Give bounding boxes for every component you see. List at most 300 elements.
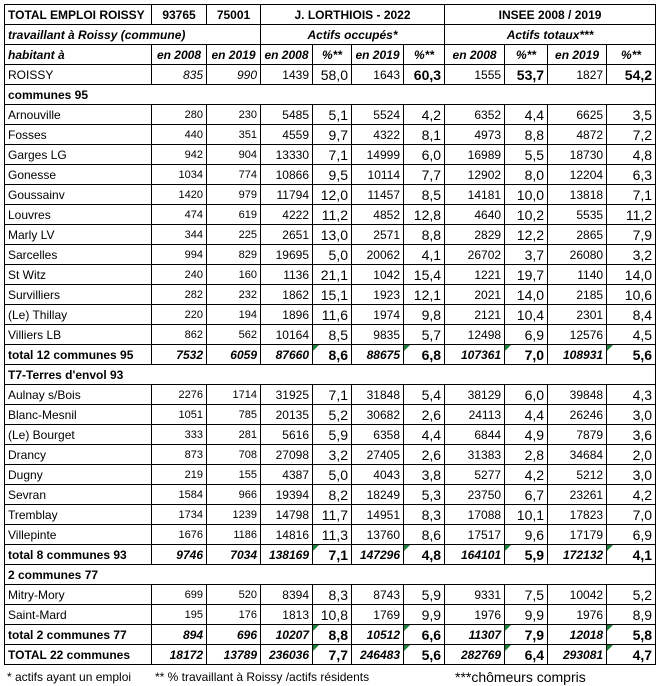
value-cell[interactable]: 1140 [548, 265, 607, 285]
percent-cell[interactable]: 11,7 [313, 505, 352, 525]
percent-cell[interactable]: 4,2 [607, 485, 656, 505]
subheader-label[interactable]: travaillant à Roissy (commune) [5, 25, 261, 45]
row-label[interactable]: Mitry-Mory [5, 585, 152, 605]
percent-cell[interactable]: 8,9 [607, 605, 656, 625]
value-cell[interactable]: 990 [207, 65, 261, 85]
value-cell[interactable]: 333 [152, 425, 207, 445]
value-cell[interactable]: 2301 [548, 305, 607, 325]
value-cell[interactable]: 1813 [261, 605, 313, 625]
value-cell[interactable]: 16989 [445, 145, 505, 165]
percent-cell[interactable]: 12,1 [404, 285, 445, 305]
percent-cell[interactable]: 14,0 [607, 265, 656, 285]
value-cell[interactable]: 1034 [152, 165, 207, 185]
percent-cell[interactable]: 7,2 [607, 125, 656, 145]
value-cell[interactable]: 12902 [445, 165, 505, 185]
percent-cell[interactable]: 6,7 [505, 485, 548, 505]
value-cell[interactable]: 19394 [261, 485, 313, 505]
value-cell[interactable]: 10114 [352, 165, 404, 185]
value-cell[interactable]: 160 [207, 265, 261, 285]
value-cell[interactable]: 147296 [352, 545, 404, 565]
value-cell[interactable]: 282769 [445, 645, 505, 665]
percent-cell[interactable]: 8,8 [313, 625, 352, 645]
value-cell[interactable]: 6059 [207, 345, 261, 365]
source-lorthiois[interactable]: J. LORTHIOIS - 2022 [261, 5, 445, 25]
value-cell[interactable]: 994 [152, 245, 207, 265]
value-cell[interactable]: 7879 [548, 425, 607, 445]
percent-cell[interactable]: 12,0 [313, 185, 352, 205]
percent-cell[interactable]: 4,1 [607, 545, 656, 565]
value-cell[interactable]: 108931 [548, 345, 607, 365]
percent-cell[interactable]: 6,0 [404, 145, 445, 165]
percent-cell[interactable]: 7,9 [607, 225, 656, 245]
value-cell[interactable]: 12204 [548, 165, 607, 185]
value-cell[interactable]: 6358 [352, 425, 404, 445]
value-cell[interactable]: 5535 [548, 205, 607, 225]
value-cell[interactable]: 236036 [261, 645, 313, 665]
value-cell[interactable]: 1584 [152, 485, 207, 505]
value-cell[interactable]: 6352 [445, 105, 505, 125]
value-cell[interactable]: 11794 [261, 185, 313, 205]
value-cell[interactable]: 1862 [261, 285, 313, 305]
value-cell[interactable]: 20062 [352, 245, 404, 265]
percent-cell[interactable]: 12,2 [505, 225, 548, 245]
percent-cell[interactable]: 4,9 [505, 425, 548, 445]
row-label[interactable]: ROISSY [5, 65, 152, 85]
value-cell[interactable]: 1923 [352, 285, 404, 305]
percent-cell[interactable]: 5,0 [313, 465, 352, 485]
percent-cell[interactable]: 15,1 [313, 285, 352, 305]
value-cell[interactable]: 9746 [152, 545, 207, 565]
value-cell[interactable]: 904 [207, 145, 261, 165]
percent-cell[interactable]: 3,6 [607, 425, 656, 445]
value-cell[interactable]: 87660 [261, 345, 313, 365]
percent-cell[interactable]: 9,5 [313, 165, 352, 185]
value-cell[interactable]: 1976 [548, 605, 607, 625]
value-cell[interactable]: 4043 [352, 465, 404, 485]
percent-cell[interactable]: 12,8 [404, 205, 445, 225]
percent-cell[interactable]: 13,0 [313, 225, 352, 245]
percent-cell[interactable]: 4,7 [607, 645, 656, 665]
value-cell[interactable]: 293081 [548, 645, 607, 665]
value-cell[interactable]: 966 [207, 485, 261, 505]
percent-cell[interactable]: 8,3 [404, 505, 445, 525]
value-cell[interactable]: 23750 [445, 485, 505, 505]
percent-cell[interactable]: 11,2 [313, 205, 352, 225]
row-label[interactable]: Villiers LB [5, 325, 152, 345]
value-cell[interactable]: 14816 [261, 525, 313, 545]
value-cell[interactable]: 225 [207, 225, 261, 245]
row-label[interactable]: Tremblay [5, 505, 152, 525]
value-cell[interactable]: 18249 [352, 485, 404, 505]
value-cell[interactable]: 38129 [445, 385, 505, 405]
value-cell[interactable]: 1734 [152, 505, 207, 525]
value-cell[interactable]: 2829 [445, 225, 505, 245]
percent-cell[interactable]: 5,6 [404, 645, 445, 665]
value-cell[interactable]: 2865 [548, 225, 607, 245]
row-label[interactable]: Aulnay s/Bois [5, 385, 152, 405]
row-label[interactable]: Gonesse [5, 165, 152, 185]
row-label[interactable]: total 8 communes 93 [5, 545, 152, 565]
percent-cell[interactable]: 7,7 [313, 645, 352, 665]
percent-cell[interactable]: 60,3 [404, 65, 445, 85]
value-cell[interactable]: 9331 [445, 585, 505, 605]
header-total-2019[interactable]: 75001 [207, 5, 261, 25]
value-cell[interactable]: 6844 [445, 425, 505, 445]
percent-cell[interactable]: 3,5 [607, 105, 656, 125]
value-cell[interactable]: 4559 [261, 125, 313, 145]
value-cell[interactable]: 280 [152, 105, 207, 125]
percent-cell[interactable]: 10,1 [505, 505, 548, 525]
value-cell[interactable]: 2185 [548, 285, 607, 305]
value-cell[interactable]: 1186 [207, 525, 261, 545]
value-cell[interactable]: 26246 [548, 405, 607, 425]
percent-cell[interactable]: 5,9 [404, 585, 445, 605]
row-label[interactable]: Sarcelles [5, 245, 152, 265]
percent-cell[interactable]: 7,0 [505, 345, 548, 365]
value-cell[interactable]: 4852 [352, 205, 404, 225]
value-cell[interactable]: 2651 [261, 225, 313, 245]
percent-cell[interactable]: 4,4 [505, 105, 548, 125]
percent-cell[interactable]: 5,6 [607, 345, 656, 365]
percent-cell[interactable]: 4,3 [607, 385, 656, 405]
value-cell[interactable]: 282 [152, 285, 207, 305]
percent-cell[interactable]: 8,8 [505, 125, 548, 145]
value-cell[interactable]: 440 [152, 125, 207, 145]
value-cell[interactable]: 27405 [352, 445, 404, 465]
value-cell[interactable]: 8743 [352, 585, 404, 605]
source-insee[interactable]: INSEE 2008 / 2019 [445, 5, 656, 25]
percent-cell[interactable]: 7,5 [505, 585, 548, 605]
percent-cell[interactable]: 4,2 [505, 465, 548, 485]
value-cell[interactable]: 10207 [261, 625, 313, 645]
value-cell[interactable]: 107361 [445, 345, 505, 365]
value-cell[interactable]: 10164 [261, 325, 313, 345]
value-cell[interactable]: 195 [152, 605, 207, 625]
section-label[interactable]: T7-Terres d'envol 93 [5, 365, 656, 385]
percent-cell[interactable]: 6,9 [607, 525, 656, 545]
percent-cell[interactable]: 5,2 [607, 585, 656, 605]
value-cell[interactable]: 862 [152, 325, 207, 345]
value-cell[interactable]: 219 [152, 465, 207, 485]
percent-cell[interactable]: 5,9 [505, 545, 548, 565]
value-cell[interactable]: 31383 [445, 445, 505, 465]
percent-cell[interactable]: 4,8 [607, 145, 656, 165]
percent-cell[interactable]: 21,1 [313, 265, 352, 285]
column-header[interactable]: en 2019 [207, 45, 261, 65]
value-cell[interactable]: 1239 [207, 505, 261, 525]
group-actifs-occupes[interactable]: Actifs occupés* [261, 25, 445, 45]
value-cell[interactable]: 2571 [352, 225, 404, 245]
value-cell[interactable]: 699 [152, 585, 207, 605]
percent-cell[interactable]: 19,7 [505, 265, 548, 285]
value-cell[interactable]: 176 [207, 605, 261, 625]
percent-cell[interactable]: 9,7 [313, 125, 352, 145]
percent-cell[interactable]: 6,4 [505, 645, 548, 665]
row-label[interactable]: (Le) Thillay [5, 305, 152, 325]
value-cell[interactable]: 474 [152, 205, 207, 225]
percent-cell[interactable]: 10,6 [607, 285, 656, 305]
value-cell[interactable]: 26702 [445, 245, 505, 265]
column-header[interactable]: en 2019 [352, 45, 404, 65]
percent-cell[interactable]: 8,5 [404, 185, 445, 205]
section-label[interactable]: communes 95 [5, 85, 656, 105]
row-label[interactable]: Louvres [5, 205, 152, 225]
value-cell[interactable]: 1439 [261, 65, 313, 85]
row-label[interactable]: total 12 communes 95 [5, 345, 152, 365]
percent-cell[interactable]: 6,8 [404, 345, 445, 365]
percent-cell[interactable]: 8,6 [404, 525, 445, 545]
value-cell[interactable]: 829 [207, 245, 261, 265]
percent-cell[interactable]: 8,2 [313, 485, 352, 505]
percent-cell[interactable]: 6,9 [505, 325, 548, 345]
percent-cell[interactable]: 3,2 [313, 445, 352, 465]
value-cell[interactable]: 20135 [261, 405, 313, 425]
percent-cell[interactable]: 8,6 [313, 345, 352, 365]
value-cell[interactable]: 17823 [548, 505, 607, 525]
percent-cell[interactable]: 8,5 [313, 325, 352, 345]
row-label[interactable]: Drancy [5, 445, 152, 465]
value-cell[interactable]: 1896 [261, 305, 313, 325]
value-cell[interactable]: 240 [152, 265, 207, 285]
value-cell[interactable]: 10512 [352, 625, 404, 645]
percent-cell[interactable]: 4,4 [505, 405, 548, 425]
percent-cell[interactable]: 11,3 [313, 525, 352, 545]
value-cell[interactable]: 1974 [352, 305, 404, 325]
group-actifs-totaux[interactable]: Actifs totaux*** [445, 25, 656, 45]
row-label[interactable]: Blanc-Mesnil [5, 405, 152, 425]
row-label[interactable]: Villepinte [5, 525, 152, 545]
value-cell[interactable]: 10042 [548, 585, 607, 605]
value-cell[interactable]: 17517 [445, 525, 505, 545]
value-cell[interactable]: 14951 [352, 505, 404, 525]
value-cell[interactable]: 2276 [152, 385, 207, 405]
percent-cell[interactable]: 10,8 [313, 605, 352, 625]
row-label[interactable]: Fosses [5, 125, 152, 145]
value-cell[interactable]: 14181 [445, 185, 505, 205]
column-header[interactable]: %** [313, 45, 352, 65]
percent-cell[interactable]: 5,1 [313, 105, 352, 125]
value-cell[interactable]: 11457 [352, 185, 404, 205]
percent-cell[interactable]: 5,2 [313, 405, 352, 425]
percent-cell[interactable]: 4,8 [404, 545, 445, 565]
percent-cell[interactable]: 3,0 [607, 465, 656, 485]
value-cell[interactable]: 4322 [352, 125, 404, 145]
value-cell[interactable]: 1643 [352, 65, 404, 85]
percent-cell[interactable]: 6,3 [607, 165, 656, 185]
percent-cell[interactable]: 8,8 [404, 225, 445, 245]
column-header[interactable]: en 2008 [261, 45, 313, 65]
value-cell[interactable]: 17088 [445, 505, 505, 525]
value-cell[interactable]: 2121 [445, 305, 505, 325]
percent-cell[interactable]: 7,1 [607, 185, 656, 205]
percent-cell[interactable]: 15,4 [404, 265, 445, 285]
value-cell[interactable]: 138169 [261, 545, 313, 565]
value-cell[interactable]: 5616 [261, 425, 313, 445]
value-cell[interactable]: 17179 [548, 525, 607, 545]
value-cell[interactable]: 1676 [152, 525, 207, 545]
value-cell[interactable]: 9835 [352, 325, 404, 345]
value-cell[interactable]: 14999 [352, 145, 404, 165]
percent-cell[interactable]: 2,6 [404, 445, 445, 465]
percent-cell[interactable]: 11,2 [607, 205, 656, 225]
percent-cell[interactable]: 3,7 [505, 245, 548, 265]
value-cell[interactable]: 835 [152, 65, 207, 85]
percent-cell[interactable]: 10,2 [505, 205, 548, 225]
value-cell[interactable]: 873 [152, 445, 207, 465]
value-cell[interactable]: 6625 [548, 105, 607, 125]
percent-cell[interactable]: 7,1 [313, 145, 352, 165]
value-cell[interactable]: 5485 [261, 105, 313, 125]
value-cell[interactable]: 31925 [261, 385, 313, 405]
row-label[interactable]: Goussainv [5, 185, 152, 205]
percent-cell[interactable]: 4,5 [607, 325, 656, 345]
value-cell[interactable]: 5277 [445, 465, 505, 485]
percent-cell[interactable]: 6,0 [505, 385, 548, 405]
value-cell[interactable]: 172132 [548, 545, 607, 565]
percent-cell[interactable]: 7,1 [313, 545, 352, 565]
value-cell[interactable]: 232 [207, 285, 261, 305]
row-label[interactable]: Dugny [5, 465, 152, 485]
percent-cell[interactable]: 9,9 [505, 605, 548, 625]
table-title[interactable]: TOTAL EMPLOI ROISSY [5, 5, 152, 25]
row-label[interactable]: St Witz [5, 265, 152, 285]
value-cell[interactable]: 88675 [352, 345, 404, 365]
value-cell[interactable]: 34684 [548, 445, 607, 465]
value-cell[interactable]: 14798 [261, 505, 313, 525]
value-cell[interactable]: 708 [207, 445, 261, 465]
percent-cell[interactable]: 2,6 [404, 405, 445, 425]
value-cell[interactable]: 281 [207, 425, 261, 445]
percent-cell[interactable]: 54,2 [607, 65, 656, 85]
column-header[interactable]: %** [607, 45, 656, 65]
percent-cell[interactable]: 5,4 [404, 385, 445, 405]
value-cell[interactable]: 344 [152, 225, 207, 245]
value-cell[interactable]: 4387 [261, 465, 313, 485]
value-cell[interactable]: 1827 [548, 65, 607, 85]
percent-cell[interactable]: 11,6 [313, 305, 352, 325]
value-cell[interactable]: 562 [207, 325, 261, 345]
value-cell[interactable]: 1976 [445, 605, 505, 625]
row-label[interactable]: Saint-Mard [5, 605, 152, 625]
column-header[interactable]: en 2008 [152, 45, 207, 65]
value-cell[interactable]: 31848 [352, 385, 404, 405]
percent-cell[interactable]: 7,1 [313, 385, 352, 405]
value-cell[interactable]: 11307 [445, 625, 505, 645]
row-label[interactable]: total 2 communes 77 [5, 625, 152, 645]
value-cell[interactable]: 12498 [445, 325, 505, 345]
row-label[interactable]: Marly LV [5, 225, 152, 245]
percent-cell[interactable]: 3,8 [404, 465, 445, 485]
percent-cell[interactable]: 5,5 [505, 145, 548, 165]
value-cell[interactable]: 18172 [152, 645, 207, 665]
row-label[interactable]: TOTAL 22 communes [5, 645, 152, 665]
value-cell[interactable]: 19695 [261, 245, 313, 265]
value-cell[interactable]: 1769 [352, 605, 404, 625]
value-cell[interactable]: 24113 [445, 405, 505, 425]
value-cell[interactable]: 1051 [152, 405, 207, 425]
value-cell[interactable]: 1420 [152, 185, 207, 205]
value-cell[interactable]: 7034 [207, 545, 261, 565]
percent-cell[interactable]: 58,0 [313, 65, 352, 85]
column-header[interactable]: en 2019 [548, 45, 607, 65]
percent-cell[interactable]: 14,0 [505, 285, 548, 305]
percent-cell[interactable]: 7,0 [607, 505, 656, 525]
value-cell[interactable]: 2021 [445, 285, 505, 305]
section-label[interactable]: 2 communes 77 [5, 565, 656, 585]
row-label[interactable]: (Le) Bourget [5, 425, 152, 445]
percent-cell[interactable]: 9,8 [404, 305, 445, 325]
value-cell[interactable]: 1555 [445, 65, 505, 85]
value-cell[interactable]: 194 [207, 305, 261, 325]
percent-cell[interactable]: 7,7 [404, 165, 445, 185]
value-cell[interactable]: 979 [207, 185, 261, 205]
percent-cell[interactable]: 8,4 [607, 305, 656, 325]
value-cell[interactable]: 39848 [548, 385, 607, 405]
value-cell[interactable]: 1136 [261, 265, 313, 285]
value-cell[interactable]: 696 [207, 625, 261, 645]
column-header[interactable]: %** [404, 45, 445, 65]
value-cell[interactable]: 12018 [548, 625, 607, 645]
header-total-2008[interactable]: 93765 [152, 5, 207, 25]
percent-cell[interactable]: 5,0 [313, 245, 352, 265]
value-cell[interactable]: 4222 [261, 205, 313, 225]
value-cell[interactable]: 1042 [352, 265, 404, 285]
value-cell[interactable]: 8394 [261, 585, 313, 605]
value-cell[interactable]: 230 [207, 105, 261, 125]
value-cell[interactable]: 164101 [445, 545, 505, 565]
value-cell[interactable]: 774 [207, 165, 261, 185]
column-header[interactable]: habitant à [5, 45, 152, 65]
value-cell[interactable]: 520 [207, 585, 261, 605]
percent-cell[interactable]: 2,8 [505, 445, 548, 465]
percent-cell[interactable]: 6,6 [404, 625, 445, 645]
column-header[interactable]: %** [505, 45, 548, 65]
value-cell[interactable]: 351 [207, 125, 261, 145]
percent-cell[interactable]: 5,3 [404, 485, 445, 505]
value-cell[interactable]: 13330 [261, 145, 313, 165]
column-header[interactable]: en 2008 [445, 45, 505, 65]
percent-cell[interactable]: 4,1 [404, 245, 445, 265]
value-cell[interactable]: 4872 [548, 125, 607, 145]
row-label[interactable]: Sevran [5, 485, 152, 505]
percent-cell[interactable]: 3,2 [607, 245, 656, 265]
value-cell[interactable]: 619 [207, 205, 261, 225]
row-label[interactable]: Garges LG [5, 145, 152, 165]
percent-cell[interactable]: 8,3 [313, 585, 352, 605]
percent-cell[interactable]: 3,0 [607, 405, 656, 425]
value-cell[interactable]: 1714 [207, 385, 261, 405]
value-cell[interactable]: 246483 [352, 645, 404, 665]
value-cell[interactable]: 155 [207, 465, 261, 485]
percent-cell[interactable]: 9,9 [404, 605, 445, 625]
percent-cell[interactable]: 5,7 [404, 325, 445, 345]
value-cell[interactable]: 23261 [548, 485, 607, 505]
value-cell[interactable]: 942 [152, 145, 207, 165]
value-cell[interactable]: 13789 [207, 645, 261, 665]
percent-cell[interactable]: 4,4 [404, 425, 445, 445]
row-label[interactable]: Arnouville [5, 105, 152, 125]
value-cell[interactable]: 4640 [445, 205, 505, 225]
percent-cell[interactable]: 8,1 [404, 125, 445, 145]
percent-cell[interactable]: 10,4 [505, 305, 548, 325]
value-cell[interactable]: 26080 [548, 245, 607, 265]
value-cell[interactable]: 18730 [548, 145, 607, 165]
value-cell[interactable]: 7532 [152, 345, 207, 365]
percent-cell[interactable]: 4,2 [404, 105, 445, 125]
value-cell[interactable]: 5524 [352, 105, 404, 125]
percent-cell[interactable]: 10,0 [505, 185, 548, 205]
value-cell[interactable]: 1221 [445, 265, 505, 285]
